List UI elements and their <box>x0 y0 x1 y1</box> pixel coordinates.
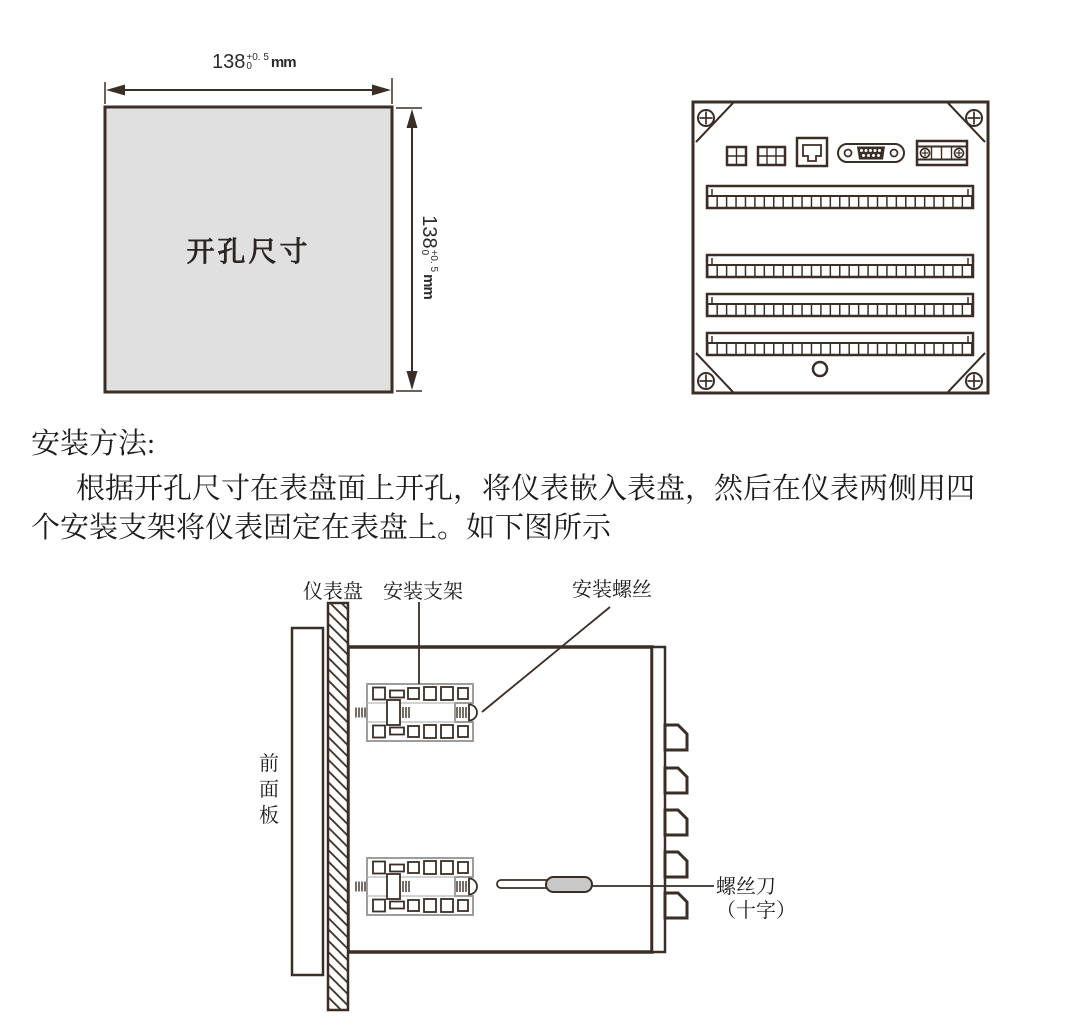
screwdriver-type-label: （十字） <box>716 900 796 922</box>
install-method-heading: 安装方法: <box>31 428 156 460</box>
rear-terminal-tabs <box>665 725 687 918</box>
width-dimension-label <box>212 52 296 72</box>
mounting-hole <box>813 362 827 376</box>
height-dimension-label <box>416 197 442 317</box>
rear-panel-diagram <box>685 95 995 400</box>
corner-screw-icon <box>966 373 982 389</box>
install-instruction-line2: 个安装支架将仪表固定在表盘上。如下图所示 <box>31 512 612 544</box>
db9-serial-port-icon <box>838 144 904 162</box>
panel-board-label: 仪表盘 <box>303 581 363 603</box>
three-pin-connector-icon <box>758 147 785 165</box>
mounting-bracket-label: 安装支架 <box>383 581 463 603</box>
instrument-rear-cap <box>652 647 665 952</box>
tolerance-plus: +0. 5 <box>428 249 439 273</box>
tolerance-minus: 0 <box>246 61 252 72</box>
front-panel-bar <box>292 628 323 975</box>
mounting-screw-label: 安装螺丝 <box>572 579 652 601</box>
screwdriver-label: 螺丝刀 <box>716 876 776 898</box>
dimension-value: 138 <box>418 215 440 249</box>
two-pin-connector-icon <box>727 147 746 165</box>
width-dimension-arrow <box>105 78 392 104</box>
front-panel-label: 前面板 <box>259 753 279 827</box>
tolerance-plus: +0. 5 <box>246 52 269 63</box>
corner-screw-icon <box>966 110 982 126</box>
terminal-strip <box>707 333 973 355</box>
dimension-unit: mm <box>270 53 296 71</box>
dimension-value: 138 <box>212 51 246 73</box>
installation-diagram <box>280 598 720 1018</box>
power-terminal-icon <box>917 141 967 165</box>
corner-screw-icon <box>698 110 714 126</box>
terminal-strip <box>707 255 973 277</box>
screwdriver-label-block <box>716 875 796 923</box>
tolerance-minus: 0 <box>419 249 430 256</box>
install-instruction-line1: 根据开孔尺寸在表盘面上开孔，将仪表嵌入表盘，然后在仪表两侧用四 <box>76 473 976 505</box>
dimension-unit: mm <box>420 274 438 299</box>
tolerance-stack <box>246 53 269 71</box>
cutout-size-text: 开孔尺寸 <box>186 236 311 268</box>
terminal-strip <box>707 294 973 316</box>
cutout-size-caption <box>105 107 392 392</box>
tolerance-stack <box>420 250 438 273</box>
panel-board-hatched <box>328 603 348 1010</box>
corner-screw-icon <box>698 373 714 389</box>
terminal-strip <box>707 186 973 208</box>
